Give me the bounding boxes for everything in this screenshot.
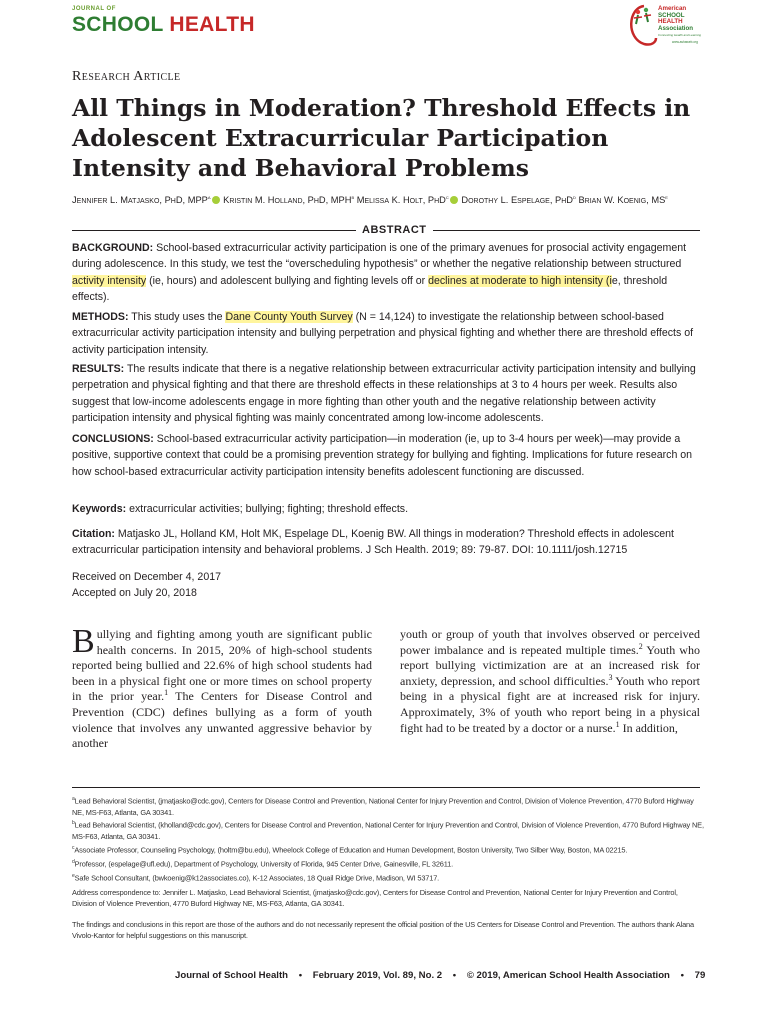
body-text: Youth who report being in a physical fight are at increased risk for injury. Approximately, 3% of youth who report being in a physical fight had to be treated by a doctor or a nurse. xyxy=(400,673,700,735)
footnote-e xyxy=(72,871,704,884)
footnote-address: Address correspondence to: Jennifer L. Matjasko, Lead Behavioral Scientist, (jmatjasko@cdc.gov), Centers for Disease Control and Prevention, National Center for Injury Prevention and Control, Division of Violence Prevention, 4770 Buford Highway NE, MS-F63, Atlanta, GA 30341. xyxy=(72,888,678,909)
footnote-rule xyxy=(72,787,700,788)
footnote-text: Professor, (espelage@ufl.edu), Department of Psychology, University of Florida, 945 Center Drive, Gainesville, FL 32611. xyxy=(74,859,454,869)
footnote-disclaimer: The findings and conclusions in this report are those of the authors and do not necessarily represent the official position of the US Centers for Disease Control and Prevention. The authors thank Alana Vivolo-Kantor for helpful suggestions on this manuscript. xyxy=(72,920,694,941)
footnote-d xyxy=(72,857,704,870)
journal-logo-school: SCHOOL xyxy=(72,13,164,36)
footer-separator: • xyxy=(298,970,303,981)
article-type: Research Article xyxy=(72,69,181,84)
footnote-text: Associate Professor, Counseling Psychology, (holtm@bu.edu), Wheelock College of Education and Human Development, Boston University, Two Silber Way, Boston, MA 02215. xyxy=(74,845,628,855)
asha-url: www.ashaweb.org xyxy=(672,40,698,44)
footnote-marker: e xyxy=(72,873,75,879)
footnote-text: Lead Behavioral Scientist, (kholland@cdc.gov), Centers for Disease Control and Prevention, National Center for Injury Prevention and Control, Division of Violence Prevention, 4770 Buford Highway NE, MS-F63, Atlanta, GA 30341. xyxy=(72,820,704,841)
drop-cap: B xyxy=(72,623,95,660)
asha-name xyxy=(658,6,693,32)
abstract-keywords xyxy=(72,501,704,517)
page-number: 79 xyxy=(694,970,706,981)
abstract-citation xyxy=(72,526,704,559)
citation-text: Matjasko JL, Holland KM, Holt MK, Espelage DL, Koenig BW. All things in moderation? Threshold effects in adolescent extracurricular participation intensity and behavioral problems. J Sch Health. 2019; 89: 79-87. DOI: 10.1111/josh.12715 xyxy=(72,528,674,557)
body-text: ullying and fighting among youth are significant public health concerns. In 2015, 20% of high-school students reported being bullied and 22.6% of high school students had been in a physical fight one or more times on school property in the prior year. xyxy=(72,627,372,704)
highlight: declines at moderate to high intensity (i xyxy=(428,274,612,287)
abstract-methods xyxy=(72,309,704,358)
footnote-b xyxy=(72,818,704,842)
methods-text: (N = 14,124) to investigate the relationship between school-based extracurricular activity participation intensity and bullying perpetration and physical fighting and whether there are threshold effects of activity participation intensity. xyxy=(72,311,694,356)
reference-marker[interactable]: 2 xyxy=(638,641,643,651)
keywords-text: extracurricular activities; bullying; fighting; threshold effects. xyxy=(126,503,409,515)
footnote-marker: d xyxy=(72,859,75,865)
footer-copyright: © 2019, American School Health Association xyxy=(466,970,670,981)
footnote-text: Lead Behavioral Scientist, (jmatjasko@cdc.gov), Centers for Disease Control and Prevention, National Center for Injury Prevention and Control, Division of Violence Prevention, 4770 Buford Highway NE, MS-F63, Atlanta, GA 30341. xyxy=(72,796,694,817)
footnote-a xyxy=(72,794,704,818)
journal-logo-health: HEALTH xyxy=(169,13,255,36)
background-text: e, threshold effects). xyxy=(72,274,668,304)
footer-separator: • xyxy=(452,970,457,981)
conclusions-label: CONCLUSIONS: xyxy=(72,433,154,445)
article-title: All Things in Moderation? Threshold Effects in Adolescent Extracurricular Participation Intensity and Behavioral Problems xyxy=(72,94,691,182)
author-name: Kristin M. Holland, PhD, MPH xyxy=(223,195,352,206)
footer-separator: • xyxy=(680,970,684,981)
author-name: Jennifer L. Matjasko, PhD, MPP xyxy=(72,195,208,206)
reference-marker[interactable]: 3 xyxy=(608,672,613,682)
footer-journal: Journal of School Health xyxy=(175,970,289,981)
footnote-marker: a xyxy=(72,796,75,802)
footnote-marker: c xyxy=(72,845,75,851)
accepted-date: Accepted on July 20, 2018 xyxy=(72,587,197,600)
conclusions-text: School-based extracurricular activity participation—in moderation (ie, up to 3-4 hours per week)—may provide a positive, supportive context that could be a promising prevention strategy for bullying and fighting. Implications for future research on how school-based extracurricular activity participation intensity benefits adolescent functioning are discussed. xyxy=(72,433,693,478)
footer-issue: February 2019, Vol. 89, No. 2 xyxy=(312,970,443,981)
author-list xyxy=(72,195,712,205)
asha-name-line4: Association xyxy=(658,24,694,32)
page-footer xyxy=(175,970,705,981)
highlight: activity intensity xyxy=(72,274,147,287)
footnote-text: Safe School Consultant, (bwkoenig@k12associates.co), K-12 Associates, 18 Quail Ridge Drive, Madison, WI 53717. xyxy=(74,873,440,883)
received-date: Received on December 4, 2017 xyxy=(72,571,221,583)
citation-label: Citation: xyxy=(72,528,115,540)
asha-name-line2: SCHOOL xyxy=(658,11,685,19)
asha-name-line3: HEALTH xyxy=(658,18,683,26)
abstract-conclusions xyxy=(72,431,704,480)
methods-text: This study uses the xyxy=(128,311,226,323)
body-text: Youth who report bullying victimization are at an increased risk for anxiety, depression, and school difficulties. xyxy=(400,642,700,688)
author-name: Brian W. Koenig, MS xyxy=(578,195,666,206)
footnote-marker: b xyxy=(72,820,75,826)
body-column-right xyxy=(400,627,700,736)
author-affil: d xyxy=(572,195,576,201)
body-text: youth or group of youth that involves observed or perceived power imbalance and is repeated multiple times. xyxy=(400,627,700,657)
orcid-icon[interactable] xyxy=(212,196,220,204)
journal-logo xyxy=(72,13,255,37)
keywords-label: Keywords: xyxy=(72,503,127,515)
reference-marker[interactable]: 1 xyxy=(164,688,169,698)
abstract-heading: ABSTRACT xyxy=(356,224,433,236)
results-label: RESULTS: xyxy=(72,363,125,375)
background-text: School-based extracurricular activity participation is one of the primary avenues for prosocial activity engagement during adolescence. In this study, we test the “overscheduling hypothesis” or whether the negative relationship between structured xyxy=(72,242,687,271)
body-text: The Centers for Disease Control and Prevention (CDC) defines bullying as a form of youth violence that involves any unwanted aggressive behavior by another xyxy=(72,689,372,751)
background-text: (ie, hours) and adolescent bullying and fighting levels off or xyxy=(146,274,429,287)
article-dates xyxy=(72,569,221,602)
orcid-icon[interactable] xyxy=(450,196,458,204)
author-affil: b xyxy=(351,195,355,201)
footnote-c xyxy=(72,843,704,856)
abstract-background xyxy=(72,240,704,306)
background-label: BACKGROUND: xyxy=(72,242,154,254)
author-name: Dorothy L. Espelage, PhD xyxy=(461,195,573,206)
highlight: Dane County Youth Survey xyxy=(225,311,353,323)
results-text: The results indicate that there is a negative relationship between extracurricular activity participation intensity and bullying perpetration and physical fighting and that there are threshold effects in these relationships at 3 to 4 hours per week. Results also suggest that low-income adolescents engage in more fighting than other youth and the negative relationship between activity participation intensity and physical fighting was mainly concentrated among low-income adolescents. xyxy=(72,363,696,425)
abstract-results xyxy=(72,361,704,427)
author-affil: a xyxy=(207,195,211,201)
asha-tagline: Connecting Health and Learning xyxy=(658,33,702,37)
journal-of-label: JOURNAL OF xyxy=(72,6,116,12)
asha-name-line1: American xyxy=(658,5,687,12)
body-column-left xyxy=(72,623,372,752)
author-name: Melissa K. Holt, PhD xyxy=(356,195,446,206)
author-affil: e xyxy=(665,195,668,201)
methods-label: METHODS: xyxy=(72,311,129,323)
body-text: In addition, xyxy=(619,720,678,735)
author-affil: c xyxy=(445,195,449,201)
reference-marker[interactable]: 1 xyxy=(615,719,620,729)
